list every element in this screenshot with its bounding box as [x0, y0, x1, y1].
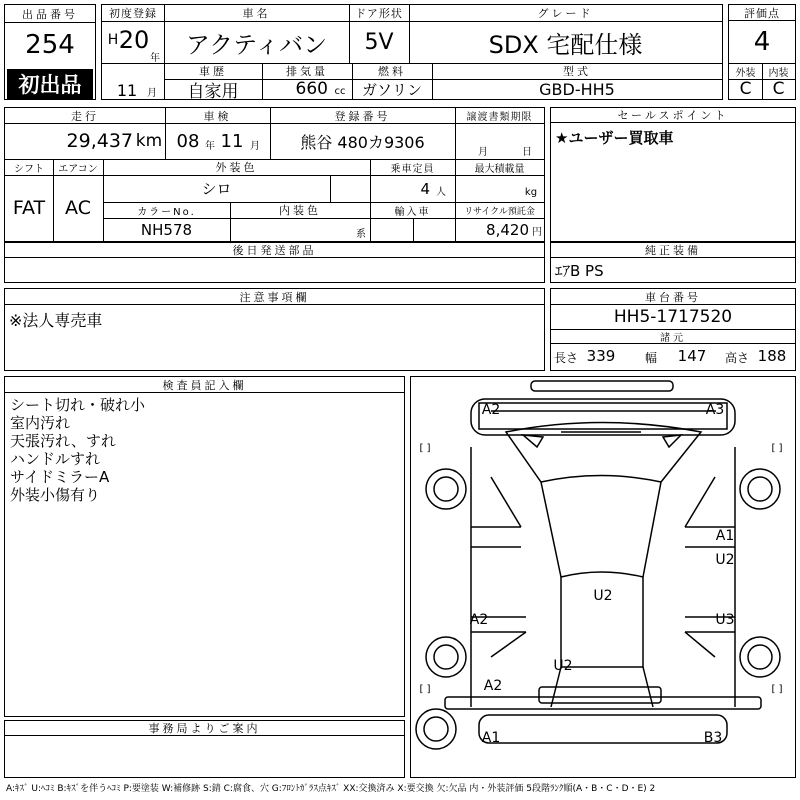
- score-value: 4: [753, 27, 771, 57]
- inspector-box: [4, 376, 405, 717]
- inspector-item: 室内汚れ: [10, 414, 71, 432]
- shift-label: シフト: [14, 163, 44, 175]
- bracket-mark: [ ]: [419, 683, 431, 695]
- transfer-month-unit: 月: [478, 146, 488, 158]
- capacity-label: 乗車定員: [390, 163, 435, 175]
- inspector-item: ハンドルすれ: [10, 450, 101, 468]
- transfer-label: 譲渡書類期限: [466, 112, 533, 123]
- car-name-label: 車名: [242, 7, 271, 20]
- displacement-label: 排気量: [286, 65, 328, 78]
- fuel-value: ガソリン: [361, 80, 422, 99]
- first-listing-badge: 初出品: [7, 69, 93, 99]
- capacity-unit: 人: [436, 186, 446, 198]
- dims-length-value: 339: [586, 347, 616, 365]
- score-exterior-label: 外装: [735, 67, 756, 79]
- office-box: [4, 720, 405, 778]
- max-load-label: 最大積載量: [474, 163, 525, 175]
- detail-table: [4, 107, 545, 242]
- dims-width-label: 幅: [644, 350, 657, 365]
- sales-point-label: セールスポイント: [551, 108, 795, 123]
- dims-label: 諸元: [660, 332, 686, 343]
- dims-length-label: 長さ: [553, 350, 578, 365]
- mileage-unit: km: [135, 131, 163, 151]
- import-label: 輸入車: [394, 206, 431, 218]
- lot-number: 254: [25, 30, 75, 60]
- later-parts-label: 後日発送部品: [5, 243, 544, 258]
- score-label: 評価点: [729, 5, 795, 21]
- displacement-unit: cc: [334, 85, 346, 97]
- exterior-color-label: 外装色: [215, 161, 258, 174]
- inspection-month: 11: [220, 130, 244, 152]
- transfer-day-unit: 日: [522, 146, 532, 158]
- color-no-label: カラーNo.: [137, 206, 196, 218]
- recycle-label: リサイクル預託金: [464, 206, 535, 217]
- score-box: [728, 4, 796, 100]
- car-name-value: アクティバン: [185, 30, 328, 59]
- sales-point-text: ★ユーザー買取車: [555, 128, 674, 147]
- damage-mark: A1: [715, 528, 735, 544]
- damage-mark: A2: [483, 678, 503, 694]
- inspection-label: 車検: [203, 109, 232, 123]
- legend-text: A:ｷｽﾞ U:ﾍｺﾐ B:ｷｽﾞを伴うﾍｺﾐ P:要塗装 W:補修跡 S:錆 C:腐食、穴 G:ﾌﾛﾝﾄｶﾞﾗｽ点ｷｽﾞ XX:交換済み X:要交換 欠:欠品 内・外装評価 5段階ﾗﾝｸ順(A・B・C・D・E) 2: [6, 783, 656, 794]
- damage-mark: A2: [481, 402, 501, 418]
- grade-value: SDX 宅配仕様: [488, 30, 643, 59]
- bracket-mark: [ ]: [419, 442, 431, 454]
- later-parts-box: [4, 242, 545, 283]
- grade-label: グレード: [537, 7, 594, 20]
- bracket-mark: [ ]: [771, 442, 783, 454]
- model-value: GBD-HH5: [539, 79, 615, 99]
- shift-value: FAT: [12, 197, 46, 219]
- office-label: 事務局よりご案内: [5, 721, 404, 736]
- equipment-label: 純正装備: [551, 243, 795, 258]
- reg-no-value: 熊谷 480カ9306: [300, 132, 425, 152]
- interior-color-label: 内装色: [279, 204, 321, 217]
- history-label: 車歴: [199, 65, 227, 78]
- damage-mark: U3: [715, 612, 735, 628]
- equipment-box: [550, 242, 796, 283]
- damage-mark: U2: [715, 552, 735, 568]
- recycle-unit: 円: [532, 226, 542, 238]
- damage-mark: U2: [593, 588, 613, 604]
- mileage-value: 29,437: [66, 130, 133, 152]
- inspector-item: 天張汚れ、すれ: [10, 432, 116, 450]
- equipment-value: ｴｱB PS: [555, 262, 604, 280]
- door-value: 5V: [364, 29, 394, 55]
- lot-box: [4, 4, 96, 100]
- vehicle-header-table: [101, 4, 723, 100]
- capacity-value: 4: [420, 179, 430, 198]
- chassis-value: HH5-1717520: [613, 307, 733, 327]
- displacement-value: 660: [295, 79, 328, 99]
- recycle-value: 8,420: [486, 220, 529, 239]
- history-value: 自家用: [187, 81, 239, 99]
- sales-point-box: [550, 107, 796, 242]
- model-label: 型式: [563, 65, 591, 78]
- first-reg-label: 初度登録: [109, 7, 157, 20]
- first-reg-month-unit: 月: [147, 87, 157, 99]
- first-reg-year: 20: [118, 26, 150, 54]
- notes-text: ※法人専売車: [9, 310, 103, 330]
- fuel-label: 燃料: [378, 65, 406, 78]
- inspector-item: サイドミラーA: [10, 468, 110, 486]
- lot-label: 出品番号: [5, 5, 95, 23]
- inspector-item: 外装小傷有り: [10, 486, 101, 504]
- car-outline: [411, 377, 795, 777]
- score-interior-label: 内装: [768, 67, 789, 79]
- color-no-value: NH578: [140, 220, 193, 239]
- notes-box: [4, 288, 545, 371]
- damage-mark: A3: [705, 402, 725, 418]
- max-load-unit: kg: [524, 186, 538, 198]
- aircon-value: AC: [65, 197, 91, 219]
- score-interior-value: C: [772, 79, 785, 99]
- door-label: ドア形状: [355, 7, 403, 20]
- aircon-label: エアコン: [58, 163, 98, 175]
- inspection-year: 08: [176, 130, 200, 152]
- damage-mark: A2: [469, 612, 489, 628]
- damage-mark: A1: [481, 730, 501, 746]
- chassis-box: [550, 288, 796, 371]
- reg-no-label: 登録番号: [334, 109, 391, 123]
- inspector-item: シート切れ・破れ小: [10, 396, 146, 414]
- damage-mark: U2: [553, 658, 573, 674]
- inspection-year-unit: 年: [205, 140, 215, 152]
- notes-label: 注意事項欄: [5, 289, 544, 305]
- interior-color-unit: 系: [356, 228, 366, 240]
- dims-width-value: 147: [677, 347, 707, 365]
- first-reg-era: H: [107, 32, 119, 48]
- score-exterior-value: C: [739, 79, 752, 99]
- exterior-color-value: シロ: [201, 180, 232, 198]
- inspector-list: [10, 396, 145, 504]
- mileage-label: 走行: [71, 109, 99, 123]
- car-diagram: [410, 376, 796, 778]
- bracket-mark: [ ]: [771, 683, 783, 695]
- first-reg-year-unit: 年: [150, 52, 160, 63]
- dims-height-value: 188: [757, 347, 787, 365]
- inspector-label: 検査員記入欄: [5, 377, 404, 393]
- damage-mark: B3: [703, 730, 723, 746]
- chassis-label: 車台番号: [551, 289, 795, 305]
- inspection-month-unit: 月: [250, 140, 260, 152]
- first-reg-month: 11: [116, 81, 138, 99]
- dims-height-label: 高さ: [724, 350, 749, 365]
